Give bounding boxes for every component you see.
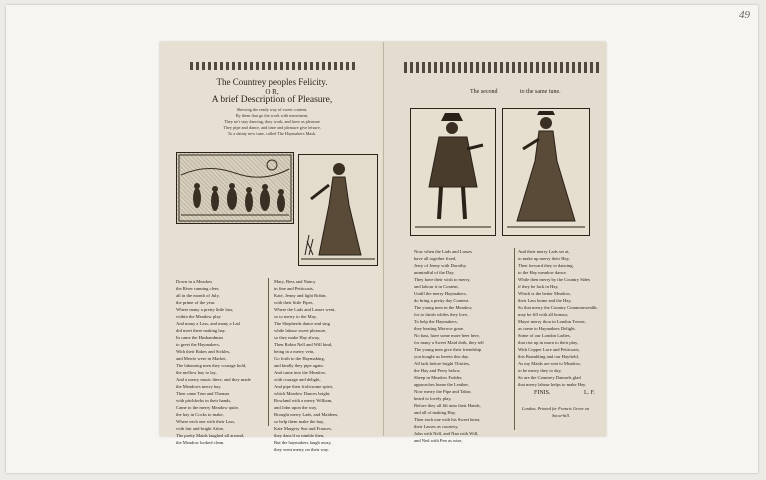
verse-line: In came the Husbandman [176, 335, 223, 340]
verse-line: for to finish whiles they love, [414, 312, 469, 317]
verse-line: to the Hay meadow dance. [518, 270, 567, 275]
verse-line: so they make Hay alway, [274, 335, 321, 340]
verse-line: the River running cleer, [176, 286, 220, 291]
verse-line: Mary, Bess and Nancy [274, 279, 316, 284]
verse-line: the hay in Cocks to make, [176, 412, 224, 417]
verse-line: the prime of the year. [176, 300, 216, 305]
ballad-title: The Countrey peoples Felicity. [216, 77, 328, 87]
verse-line: Jerry of Jenny with Dorothy, [414, 263, 467, 268]
ballad-intro: Shewing the ready way of sweet content, By them that go the work with merriment, They ne'r stay dancing, they work, and have as pleasure They pipe and dance, and time and pleasure give leisure, To a dainty new tune, called The Haymakers Mask. [223, 107, 321, 136]
verse-line: to be merry they to day, [518, 368, 562, 373]
verse-line: while labour sweet pleasure, [274, 328, 327, 333]
verse-line: their Lass home and the Hay, [518, 298, 572, 303]
verse-line: Mayst merry thou in London Towne, [518, 319, 586, 324]
verse-line: the Meadows merry hay. [176, 384, 222, 389]
printer-initials: L. F. [584, 390, 596, 396]
verse-line: if they be lack in Hay, [518, 284, 559, 289]
woodcut-country-scene [176, 152, 294, 224]
verse-line: While then merry by the Country Sides [518, 277, 591, 282]
verse-line: Sheep in Meadow Fodder, [414, 375, 463, 380]
verse-line: Kate, Jenny and light Robin, [274, 293, 327, 298]
verse-line: And many a Lass, and many a Lad [176, 321, 240, 326]
tune-heading: to the same tune. [520, 89, 561, 95]
verse-line: the Hay and Perry below, [414, 368, 461, 373]
verse-line: and kindly they pipe again. [274, 363, 324, 368]
verse-line: with pitchforks in their hands, [176, 398, 232, 403]
part-heading: The second [470, 89, 498, 95]
verse-line: The young men in the Meadow, [414, 305, 473, 310]
verse-line: As my Maids are sent to Meadow, [518, 361, 581, 366]
verse-line: within the Meadow play [176, 314, 221, 319]
column-rule [514, 248, 515, 430]
verse-line: with their little Pipes, [274, 300, 314, 305]
ornament-border [190, 62, 355, 70]
verse-line: so help them make the hay, [274, 419, 324, 424]
verse-line: All lads before bright Thirties, [414, 361, 470, 366]
verse-line: But the haymakers laugh away, [274, 440, 332, 445]
verse-line: do bring a pretty day Content. [414, 298, 470, 303]
verse-line: which Meadow Dances bright. [274, 391, 331, 396]
verse-line: in fine and Petticoats, [274, 286, 314, 291]
verse-line: Kate Margery Sue and Frances, [274, 426, 332, 431]
verse-line: The pretty Maids laughed all around, [176, 433, 245, 438]
verse-line: The labouring men they courage hold, [176, 363, 247, 368]
verse-line: With their Rakes and Sickles, [176, 349, 231, 354]
verse-line: and all of making Hay, [414, 410, 456, 415]
verse-line: heard to lovely play, [414, 396, 452, 401]
verse-line: their Lasses as courtesy, [414, 424, 459, 429]
verse-line: Which is the better Meadow, [518, 291, 571, 296]
finis-mark: FINIS. [534, 390, 551, 396]
broadside-left-sheet [160, 42, 384, 452]
verse-line: Untill the merry Haymakers, [414, 291, 467, 296]
column-rule [268, 278, 269, 426]
verse-line: as come to Haymakers Delight. [518, 326, 576, 331]
verse-line: that merry labour helps to make Hay. [518, 382, 587, 387]
verse-line: approaches home the Leather, [414, 382, 469, 387]
broadside-right-sheet [384, 42, 606, 443]
verse-line: They have their wish to merry, [414, 277, 471, 282]
verse-line: being in a merry vein, [274, 349, 315, 354]
verse-line: With Copper Lace and Petticoats, [518, 347, 580, 352]
verse-line: you bought us herein this day. [414, 354, 470, 359]
verse-line: John with Nell, and Nan with Will, [414, 431, 479, 436]
verse-line: Go forth to the Haymaking, [274, 356, 325, 361]
verse-line: Brought merry Lads, and Maidens, [274, 412, 339, 417]
verse-line: Now merry the Pipe and Tabor, [414, 389, 472, 394]
verse-line: Where many a pretty little lass, [176, 307, 234, 312]
verse-line: with courage and delight, [274, 377, 321, 382]
page-number: 49 [739, 9, 750, 21]
verse-line: Where each one with their Lass, [176, 419, 236, 424]
verse-line: that rise up in morn to their play, [518, 340, 579, 345]
verse-line: Then each one with his Sweet heart, [414, 417, 481, 422]
verse-line: and Ned with Pen as wise, [414, 438, 463, 443]
verse-line: Some of our London Ladies, [518, 333, 571, 338]
ballad-title-or: O R, [265, 88, 279, 96]
verse-line: Came to the merry Meadow quite, [176, 405, 240, 410]
verse-line: to make up merry their Hay, [518, 256, 570, 261]
verse-line: Down in a Meadow [176, 279, 213, 284]
verse-line: Then came Tom and Thomas [176, 391, 230, 396]
ornament-border [404, 62, 600, 73]
verse-line: And their merry Lads set at, [518, 249, 570, 254]
verse-column-4 [518, 248, 602, 390]
verse-line: Now when the Lads and Lasses [414, 249, 473, 254]
verse-line: and Merrie were in Market, [176, 356, 227, 361]
verse-line: Before they all lift unto their Hands, [414, 403, 481, 408]
verse-line: to greet the Haymakers, [176, 342, 220, 347]
verse-line: they went merry on their way. [274, 447, 330, 452]
verse-line: the Meadow looked clean. [176, 440, 225, 445]
verse-column-2 [274, 278, 374, 452]
verse-line: may be fill with all honour, [518, 312, 569, 317]
verse-line: So that merry the Country Commonwealth, [518, 305, 598, 310]
verse-line: And came into the Meadow, [274, 370, 326, 375]
imprint-location: Snow-hill. [552, 413, 570, 418]
verse-line: The young men give their friendship [414, 347, 482, 352]
verse-line: for many a Sweet Maid doth, they tell [414, 340, 484, 345]
verse-line: with fair and bright Attire, [176, 426, 225, 431]
verse-line: No hast, have some more beer here, [414, 333, 480, 338]
verse-line: have all together fixed, [414, 256, 457, 261]
verse-line: Then Robin Nell and Will kind, [274, 342, 333, 347]
woodcut-lady [502, 108, 590, 236]
verse-line: Rowland with a merry William, [274, 398, 333, 403]
verse-column-3 [414, 248, 512, 443]
verse-column-1 [176, 278, 262, 445]
woodcut-woman [298, 154, 378, 266]
verse-line: Where the Lads and Lasses went, [274, 307, 336, 312]
verse-line: they beating Morrow gone. [414, 326, 465, 331]
woodcut-gentleman [410, 108, 496, 236]
verse-line: this Brambling and our Hayfield, [518, 354, 579, 359]
verse-line: Then forward they to dancing, [518, 263, 574, 268]
verse-line: so to merry to the May, [274, 314, 317, 319]
verse-line: And pipe their frolicsome spirit, [274, 384, 334, 389]
verse-line: The Shepherds dance and sing [274, 321, 330, 326]
ballad-subtitle: A brief Description of Pleasure, [211, 95, 333, 105]
imprint: London, Printed for Francis Grove on [522, 406, 590, 411]
verse-line: unmindful of the Day. [414, 270, 455, 275]
verse-line: So are the Countrey Damsels glad [518, 375, 581, 380]
verse-line: the mellow hay to lay, [176, 370, 217, 375]
verse-line: all in the month of July, [176, 293, 220, 298]
verse-line: and John upon the way, [274, 405, 318, 410]
verse-line: and labour it in Content, [414, 284, 459, 289]
verse-line: did meet there making hay. [176, 328, 226, 333]
verse-line: And a merry music there, and they made [176, 377, 251, 382]
verse-line: To help the Haymakers, [414, 319, 458, 324]
verse-line: they danc'd so nimble then, [274, 433, 325, 438]
